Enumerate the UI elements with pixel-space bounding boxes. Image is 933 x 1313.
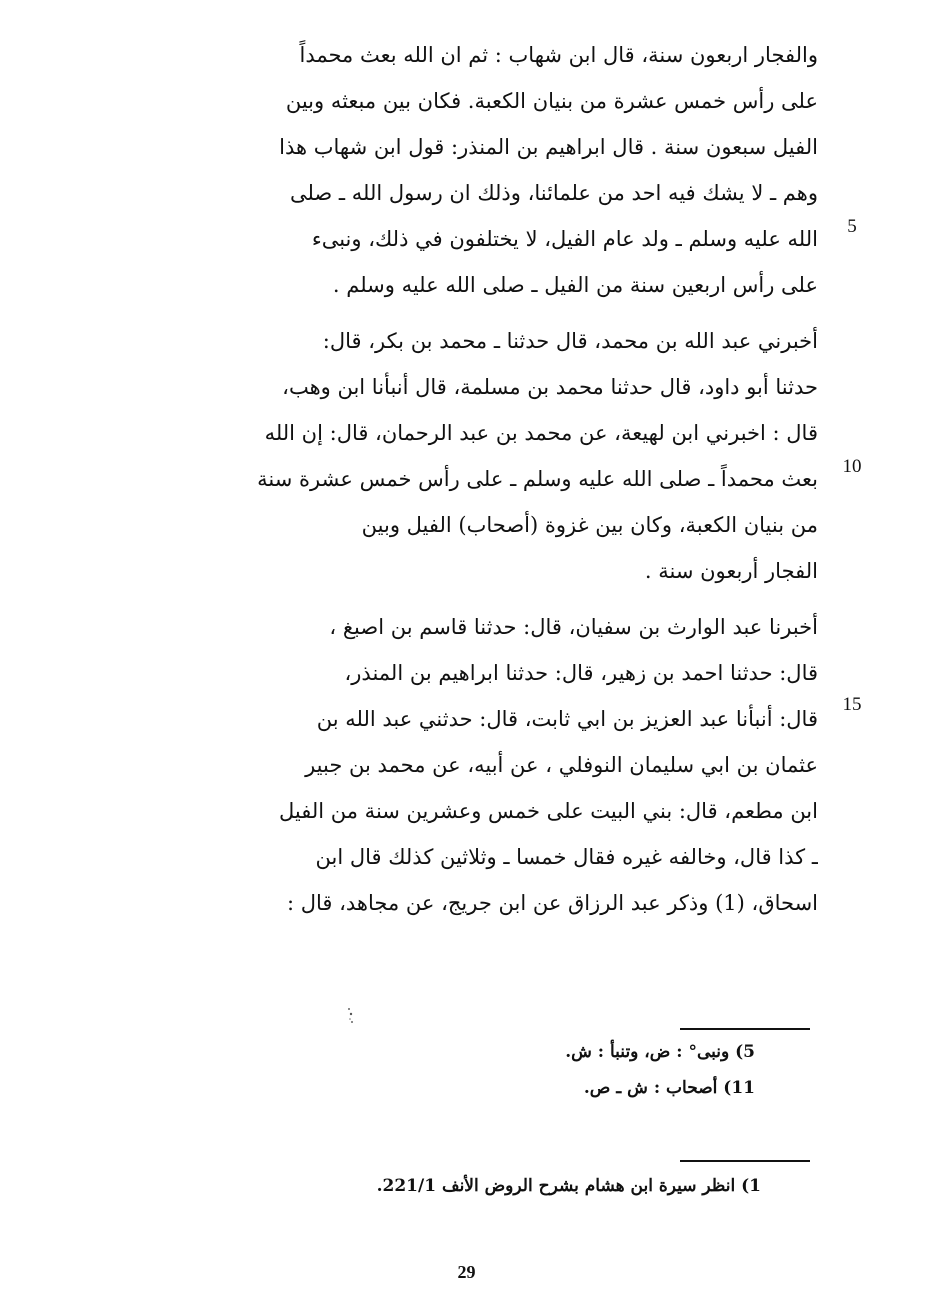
text-line-14: قال: حدثنا احمد بن زهير، قال: حدثنا ابراهيم بن المنذر، <box>344 661 818 685</box>
page-number: 29 <box>457 1262 476 1282</box>
paper-speck <box>345 1005 355 1025</box>
text-line-12: الفجار أربعون سنة . <box>644 559 818 583</box>
text-line-19: اسحاق، (1) وذكر عبد الرزاق عن ابن جريج، عن مجاهد، قال : <box>287 891 818 915</box>
paragraph-gap <box>178 594 818 604</box>
text-line-13: أخبرنا عبد الوارث بن سفيان، قال: حدثنا قاسم بن اصبغ ، <box>329 615 818 639</box>
text-line-10: بعث محمداً ـ صلى الله عليه وسلم ـ على رأس خمس عشرة سنة <box>257 467 818 491</box>
text-line-17: ابن مطعم، قال: بني البيت على خمس وعشرين سنة من الفيل <box>279 799 818 823</box>
variant-note-line-11: 11) أصحاب : ش ـ ص. <box>583 1078 755 1098</box>
text-line-16: عثمان بن ابي سليمان النوفلي ، عن أبيه، عن محمد بن جبير <box>305 753 818 777</box>
text-line-18: ـ كذا قال، وخالفه غيره فقال خمسا ـ وثلاثين كذلك قال ابن <box>315 845 818 869</box>
line-number-5: 5 <box>847 216 857 237</box>
text-line-3: الفيل سبعون سنة . قال ابراهيم بن المنذر: قول ابن شهاب هذا <box>279 135 818 159</box>
text-line-9: قال : اخبرني ابن لهيعة، عن محمد بن عبد الرحمان، قال: إن الله <box>264 421 818 445</box>
text-line-15: قال: أنبأنا عبد العزيز بن ابي ثابت، قال: حدثني عبد الله بن <box>316 707 818 731</box>
text-line-6: على رأس اربعين سنة من الفيل ـ صلى الله عليه وسلم . <box>332 273 818 297</box>
line-number-15: 15 <box>842 694 862 715</box>
text-line-8: حدثنا أبو داود، قال حدثنا محمد بن مسلمة، قال أنبأنا ابن وهب، <box>282 375 818 399</box>
footnote-1: 1) انظر سيرة ابن هشام بشرح الروض الأنف 221/1. <box>376 1176 761 1196</box>
text-line-1: والفجار اربعون سنة، قال ابن شهاب : ثم ان الله بعث محمداً <box>299 43 818 67</box>
footnote-divider <box>680 1160 810 1162</box>
paragraph-gap <box>178 308 818 318</box>
text-line-4: وهم ـ لا يشك فيه احد من علمائنا، وذلك ان رسول الله ـ صلى <box>289 181 818 205</box>
text-line-5: الله عليه وسلم ـ ولد عام الفيل، لا يختلفون في ذلك، ونبىء <box>311 227 818 251</box>
variant-note-line-5: 5) ونبى° : ض، وتنبأ : ش. <box>565 1042 755 1062</box>
line-number-10: 10 <box>842 456 862 477</box>
main-text <box>178 32 818 926</box>
variants-divider <box>680 1028 810 1030</box>
text-line-11: من بنيان الكعبة، وكان بين غزوة (أصحاب) الفيل وبين <box>361 513 818 537</box>
text-line-2: على رأس خمس عشرة من بنيان الكعبة. فكان بين مبعثه وبين <box>285 89 818 113</box>
text-line-7: أخبرني عبد الله بن محمد، قال حدثنا ـ محمد بن بكر، قال: <box>322 329 818 353</box>
